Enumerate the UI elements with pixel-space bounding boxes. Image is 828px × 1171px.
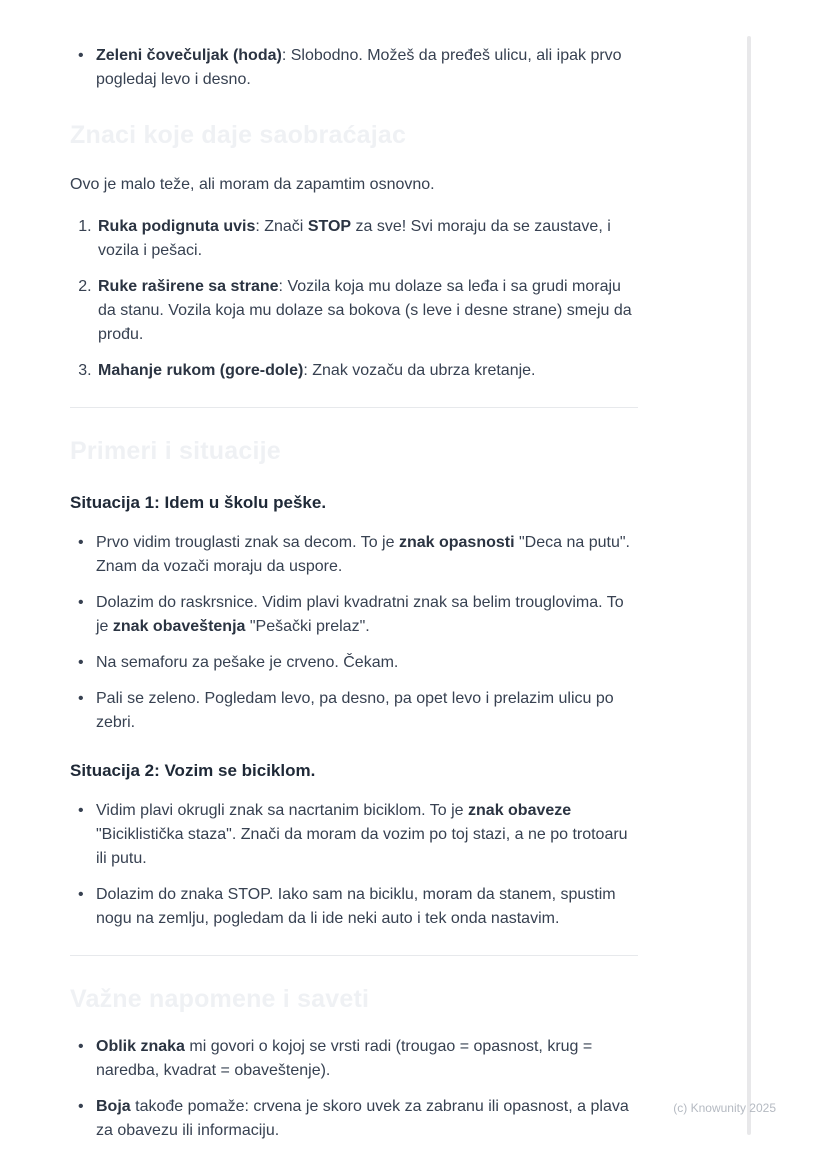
intro-paragraph: Ovo je malo teže, ali moram da zapamtim osnovno. [70,176,435,193]
list-item: • Dolazim do znaka STOP. Iako sam na biciklu, moram da stanem, spustim nogu na zemlju, pogledam da li ide neki auto i tek onda nastavim. [70,883,638,931]
scrollbar[interactable] [747,36,751,1135]
list-item: 1. Ruka podignuta uvis: Znači STOP za sve! Svi moraju da se zaustave, i vozila i pešaci. [96,215,638,263]
document-content [70,0,638,1143]
list-item: 3. Mahanje rukom (gore-dole): Znak vozaču da ubrza kretanje. [96,359,638,383]
watermark: (c) Knowunity 2025 [673,1101,776,1115]
situation-2-title: Situacija 2: Vozim se biciklom. [70,761,316,780]
list-item: • Dolazim do raskrsnice. Vidim plavi kvadratni znak sa belim trouglovima. To je znak obaveštenja "Pešački prelaz". [70,591,638,639]
list-item: • Zeleni čovečuljak (hoda): Slobodno. Možeš da pređeš ulicu, ali ipak prvo pogledaj levo i desno. [70,44,638,92]
list-item: • Pali se zeleno. Pogledam levo, pa desno, pa opet levo i prelazim ulicu po zebri. [70,687,638,735]
situation-1-title: Situacija 1: Idem u školu peške. [70,493,327,512]
section-heading-primeri: Primeri i situacije [70,437,281,465]
list-item: • Vidim plavi okrugli znak sa nacrtanim biciklom. To je znak obaveze "Biciklistička staza". Znači da moram da vozim po toj stazi, a ne po trotoaru ili putu. [70,799,638,871]
section-heading-napomene: Važne napomene i saveti [70,985,370,1013]
situation-2-list [70,799,638,931]
pedestrian-light-list [70,44,638,92]
section-divider [70,407,638,408]
section-heading-saobracajac: Znaci koje daje saobraćajac [70,121,407,149]
list-item: • Prvo vidim trouglasti znak sa decom. To je znak opasnosti "Deca na putu". Znam da vozači moraju da uspore. [70,531,638,579]
section-divider [70,955,638,956]
situation-1-list [70,531,638,735]
list-item: 2. Ruke raširene sa strane: Vozila koja mu dolaze sa leđa i sa grudi moraju da stanu. Vozila koja mu dolaze sa bokova (s leve i desne strane) smeju da prođu. [96,275,638,347]
traffic-officer-signals-list [70,215,638,383]
list-item: • Oblik znaka mi govori o kojoj se vrsti radi (trougao = opasnost, krug = naredba, kvadrat = obaveštenje). [70,1035,638,1083]
list-item: • Boja takođe pomaže: crvena je skoro uvek za zabranu ili opasnost, a plava za obavezu ili informaciju. [70,1095,638,1143]
list-item: • Na semaforu za pešake je crveno. Čekam. [70,651,638,675]
notes-list [70,1035,638,1143]
